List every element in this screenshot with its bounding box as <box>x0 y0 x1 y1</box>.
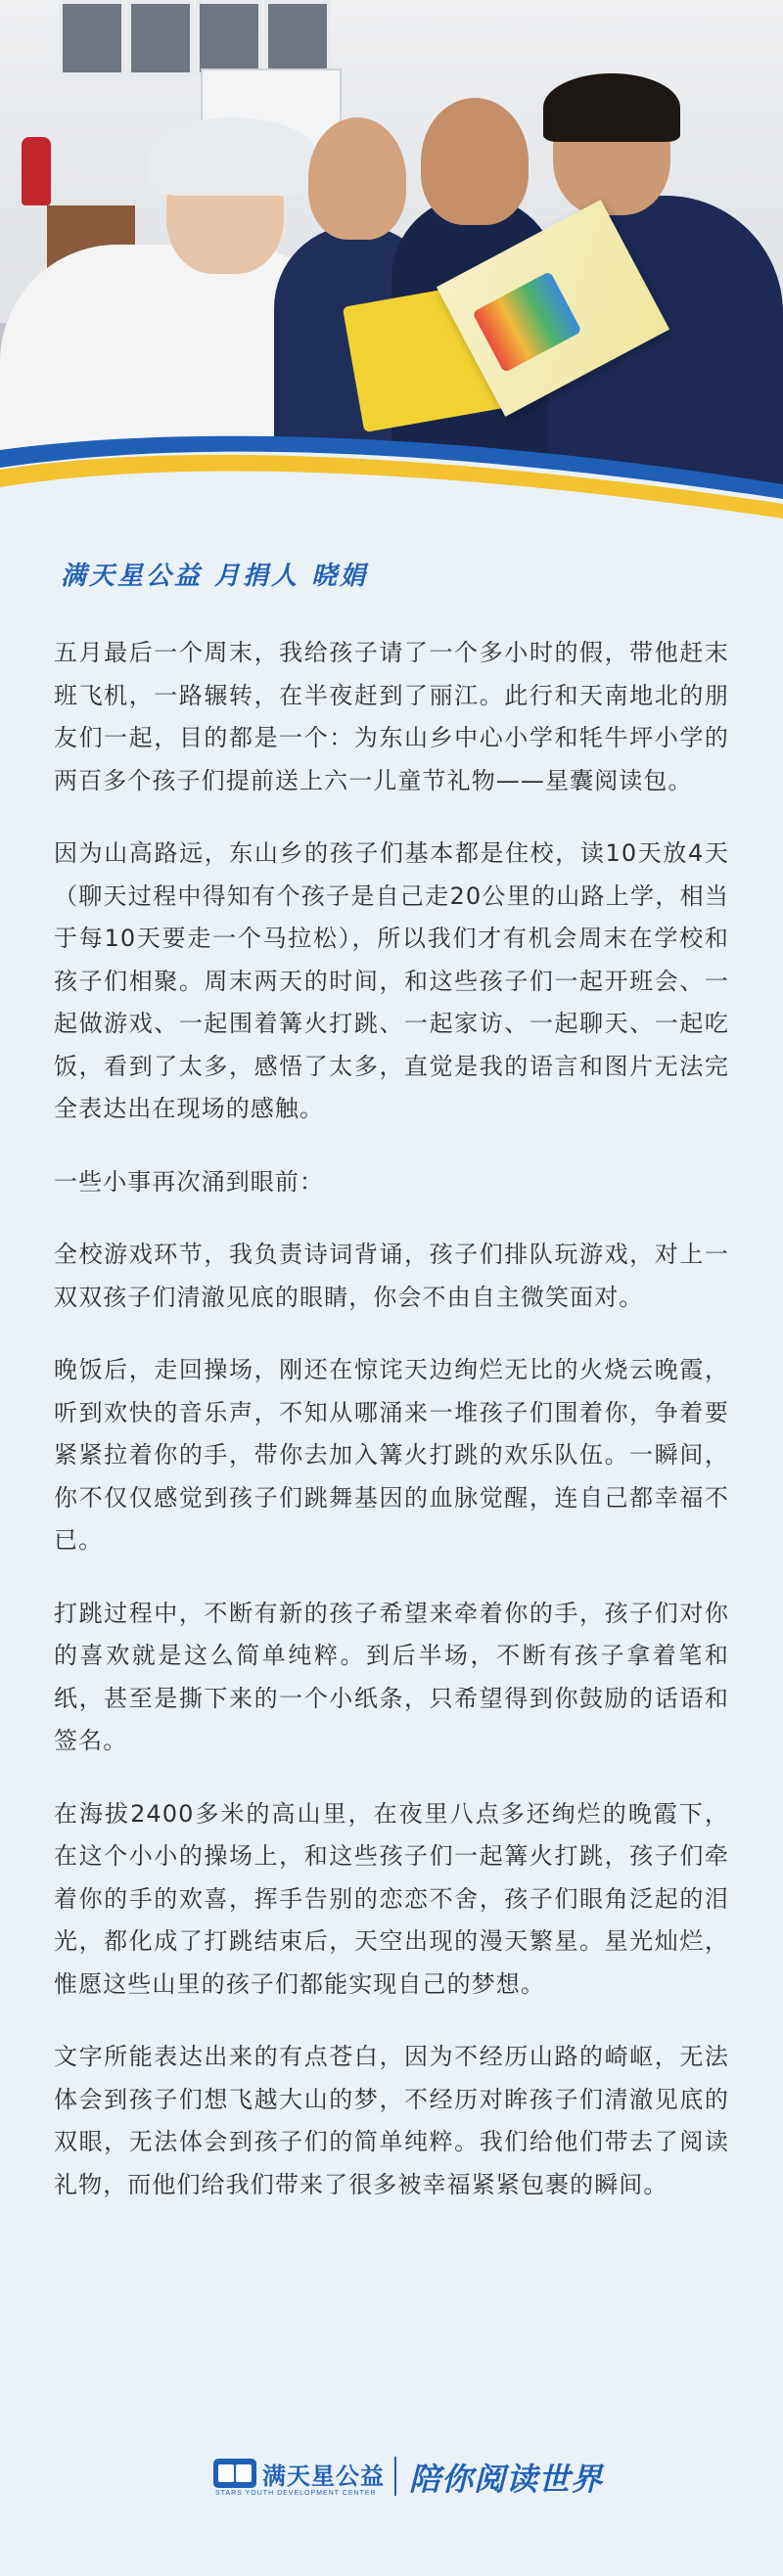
article-title: 满天星公益 月捐人 晓娟 <box>61 562 369 591</box>
paragraph: 文字所能表达出来的有点苍白，因为不经历山路的崎岖，无法体会到孩子们想飞越大山的梦，不经历对眸孩子们清澈见底的双眼，无法体会到孩子们的简单纯粹。我们给他们带去了阅读礼物，而他们给我们带来了很多被幸福紧紧包裹的瞬间。 <box>54 2043 729 2198</box>
logo-divider <box>394 2457 396 2496</box>
paragraph: 晚饭后，走回操场，刚还在惊诧天边绚烂无比的火烧云晚霞，听到欢快的音乐声，不知从哪涌来一堆孩子们围着你，争着要紧紧拉着你的手，带你去加入篝火打跳的欢乐队伍。一瞬间，你不仅仅感觉到孩子们跳舞基因的血脉觉醒，连自己都幸福不已。 <box>54 1356 729 1554</box>
window <box>264 0 331 76</box>
window <box>59 0 125 76</box>
footer-logos <box>0 2451 783 2500</box>
fire-extinguisher <box>22 137 51 205</box>
paragraph: 全校游戏环节，我负责诗词背诵，孩子们排队玩游戏，对上一双双孩子们清澈见底的眼睛，你会不由自主微笑面对。 <box>54 1241 729 1311</box>
book-logo-icon <box>213 2459 256 2488</box>
paragraph: 一些小事再次涌到眼前： <box>54 1167 325 1196</box>
hero-photo <box>0 0 783 489</box>
window <box>127 0 194 76</box>
article-body <box>54 632 729 2237</box>
cap <box>147 117 318 196</box>
child-head <box>421 98 529 225</box>
child-head <box>308 117 406 240</box>
paragraph: 打跳过程中，不断有新的孩子希望来牵着你的手，孩子们对你的喜欢就是这么简单纯粹。到后半场，不断有孩子拿着笔和纸，甚至是撕下来的一个小纸条，只希望得到你鼓励的话语和签名。 <box>54 1599 729 1754</box>
paragraph: 因为山高路远，东山乡的孩子们基本都是住校，读10天放4天（聊天过程中得知有个孩子是自己走20公里的山路上学，相当于每10天要走一个马拉松），所以我们才有机会周末在学校和孩子们相聚。周末两天的时间，和这些孩子们一起开班会、一起做游戏、一起围着篝火打跳、一起家访、一起聊天、一起吃饭，看到了太多，感悟了太多，直觉是我的语言和图片无法完全表达出在现场的感触。 <box>54 839 729 1122</box>
decorative-wave <box>0 430 783 548</box>
org-subtitle: STARS YOUTH DEVELOPMENT CENTER <box>215 2490 377 2497</box>
child-hair <box>543 73 680 142</box>
paragraph: 五月最后一个周末，我给孩子请了一个多小时的假，带他赶末班飞机，一路辗转，在半夜赶到了丽江。此行和天南地北的朋友们一起，目的都是一个：为东山乡中心小学和牦牛坪小学的两百多个孩子们提前送上六一儿童节礼物——星囊阅读包。 <box>54 639 729 794</box>
window <box>196 0 262 76</box>
paragraph: 在海拔2400多米的高山里，在夜里八点多还绚烂的晚霞下，在这个小小的操场上，和这些孩子们一起篝火打跳，孩子们牵着你的手的欢喜，挥手告别的恋恋不舍，孩子们眼角泛起的泪光，都化成了打跳结束后，天空出现的漫天繁星。星光灿烂，惟愿这些山里的孩子们都能实现自己的梦想。 <box>54 1799 729 1998</box>
org-name: 满天星公益 <box>262 2463 385 2490</box>
slogan: 陪你阅读世界 <box>409 2461 604 2498</box>
